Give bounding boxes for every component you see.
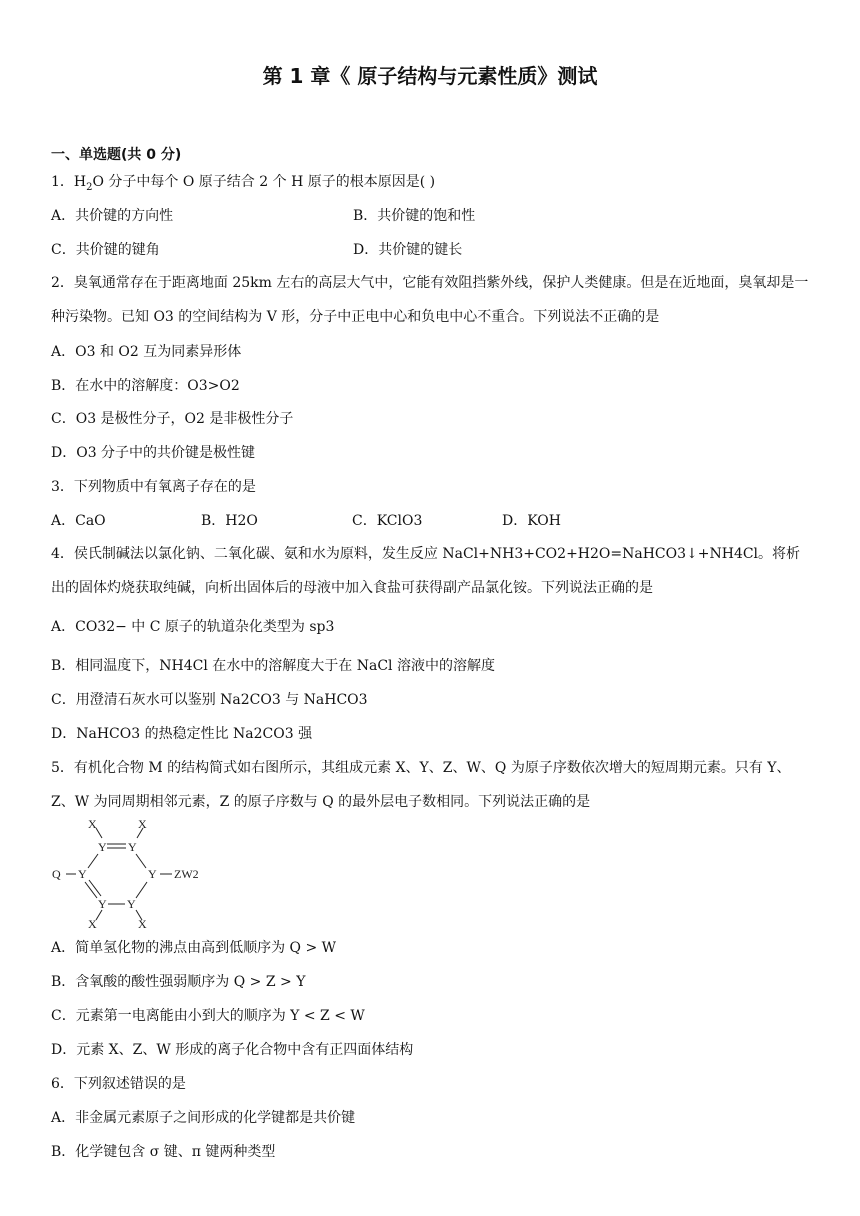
mol-atom-label: Y bbox=[98, 840, 107, 854]
question-5-option-c: C．元素第一电离能由小到大的顺序为 Y < Z < W bbox=[51, 1008, 365, 1024]
question-2-option-c: C．O3 是极性分子，O2 是非极性分子 bbox=[51, 411, 294, 427]
question-4-option-b: B．相同温度下，NH4Cl 在水中的溶解度大于在 NaCl 溶液中的溶解度 bbox=[51, 658, 495, 674]
bond-line bbox=[89, 880, 101, 896]
question-5-option-d: D．元素 X、Z、W 形成的离子化合物中含有正四面体结构 bbox=[51, 1042, 414, 1058]
mol-atom-label: Y bbox=[98, 897, 107, 911]
question-1-option-d: D．共价键的键长 bbox=[353, 242, 463, 258]
question-4-option-a: A．CO32− 中 C 原子的轨道杂化类型为 sp3 bbox=[51, 619, 335, 635]
question-6-option-a: A．非金属元素原子之间形成的化学键都是共价键 bbox=[51, 1110, 356, 1126]
question-6-option-b: B．化学键包含 σ 键、π 键两种类型 bbox=[51, 1144, 276, 1160]
question-3-stem: 3．下列物质中有氧离子存在的是 bbox=[51, 479, 256, 495]
question-3-option-c: C．KClO3 bbox=[352, 513, 423, 529]
molecule-structure-diagram bbox=[48, 816, 218, 932]
question-1-stem: 1．$H_2O$ 分子中每个 O 原子结合 2 个 H 原子的根本原因是( ) bbox=[51, 174, 436, 193]
bond-line bbox=[136, 882, 147, 898]
mol-atom-label: X bbox=[88, 917, 97, 931]
question-1-option-b: B．共价键的饱和性 bbox=[353, 208, 476, 224]
question-1-option-a: A．共价键的方向性 bbox=[51, 208, 174, 224]
mol-atom-label: ZW2 bbox=[174, 867, 199, 881]
question-2-stem: 2．臭氧通常存在于距离地面 25km 左右的高层大气中，它能有效阻挡紫外线，保护人类健康。但是在近地面，臭氧却是一种污染物。已知 O3 的空间结构为 V 形，分子中正电中心和负电中心不重合。下列说法不正确的是 bbox=[51, 275, 809, 325]
mol-atom-label: X bbox=[88, 817, 97, 831]
mol-atom-label: Y bbox=[128, 840, 137, 854]
bond-line bbox=[136, 854, 146, 868]
question-5-option-b: B．含氧酸的酸性强弱顺序为 Q > Z > Y bbox=[51, 974, 306, 990]
question-3-option-b: B．H2O bbox=[201, 513, 258, 529]
bond-line bbox=[96, 910, 102, 920]
question-6-stem: 6．下列叙述错误的是 bbox=[51, 1076, 186, 1092]
question-3-option-d: D．KOH bbox=[502, 513, 561, 529]
section-heading: 一、单选题(共 0 分) bbox=[51, 147, 182, 163]
bond-line bbox=[85, 882, 97, 898]
mol-atom-label: X bbox=[138, 817, 147, 831]
question-1-option-c: C．共价键的键角 bbox=[51, 242, 160, 258]
mol-atom-label: X bbox=[138, 917, 147, 931]
question-2-option-d: D．O3 分子中的共价键是极性键 bbox=[51, 445, 256, 461]
mol-atom-label: Y bbox=[148, 867, 157, 881]
page-title: 第 1 章《 原子结构与元素性质》测试 bbox=[262, 64, 598, 88]
question-5-stem: 5．有机化合物 M 的结构简式如右图所示，其组成元素 X、Y、Z、W、Q 为原子序数依次增大的短周期元素。只有 Y、Z、W 为同周期相邻元素，Z 的原子序数与 Q 的最外层电子数相同。下列说法正确的是 bbox=[51, 760, 791, 810]
question-3-option-a: A．CaO bbox=[51, 513, 106, 529]
question-4-option-d: D．NaHCO3 的热稳定性比 Na2CO3 强 bbox=[51, 726, 313, 742]
mol-atom-label: Y bbox=[127, 897, 136, 911]
question-4-option-c: C．用澄清石灰水可以鉴别 Na2CO3 与 NaHCO3 bbox=[51, 692, 368, 708]
question-2-option-b: B．在水中的溶解度：O3>O2 bbox=[51, 378, 240, 394]
bond-line bbox=[88, 854, 98, 868]
question-2-option-a: A．O3 和 O2 互为同素异形体 bbox=[51, 344, 242, 360]
mol-atom-label: Y bbox=[78, 867, 87, 881]
bond-line bbox=[96, 828, 102, 838]
question-5-option-a: A．简单氢化物的沸点由高到低顺序为 Q > W bbox=[51, 940, 337, 956]
question-4-stem: 4．侯氏制碱法以氯化钠、二氧化碳、氨和水为原料，发生反应 NaCl+NH3+CO2+H2O=NaHCO3↓+NH4Cl。将析出的固体灼烧获取纯碱，向析出固体后的母液中加入食盐可获得副产品氯化铵。下列说法正确的是 bbox=[51, 546, 801, 596]
mol-atom-label: Q bbox=[52, 867, 61, 881]
